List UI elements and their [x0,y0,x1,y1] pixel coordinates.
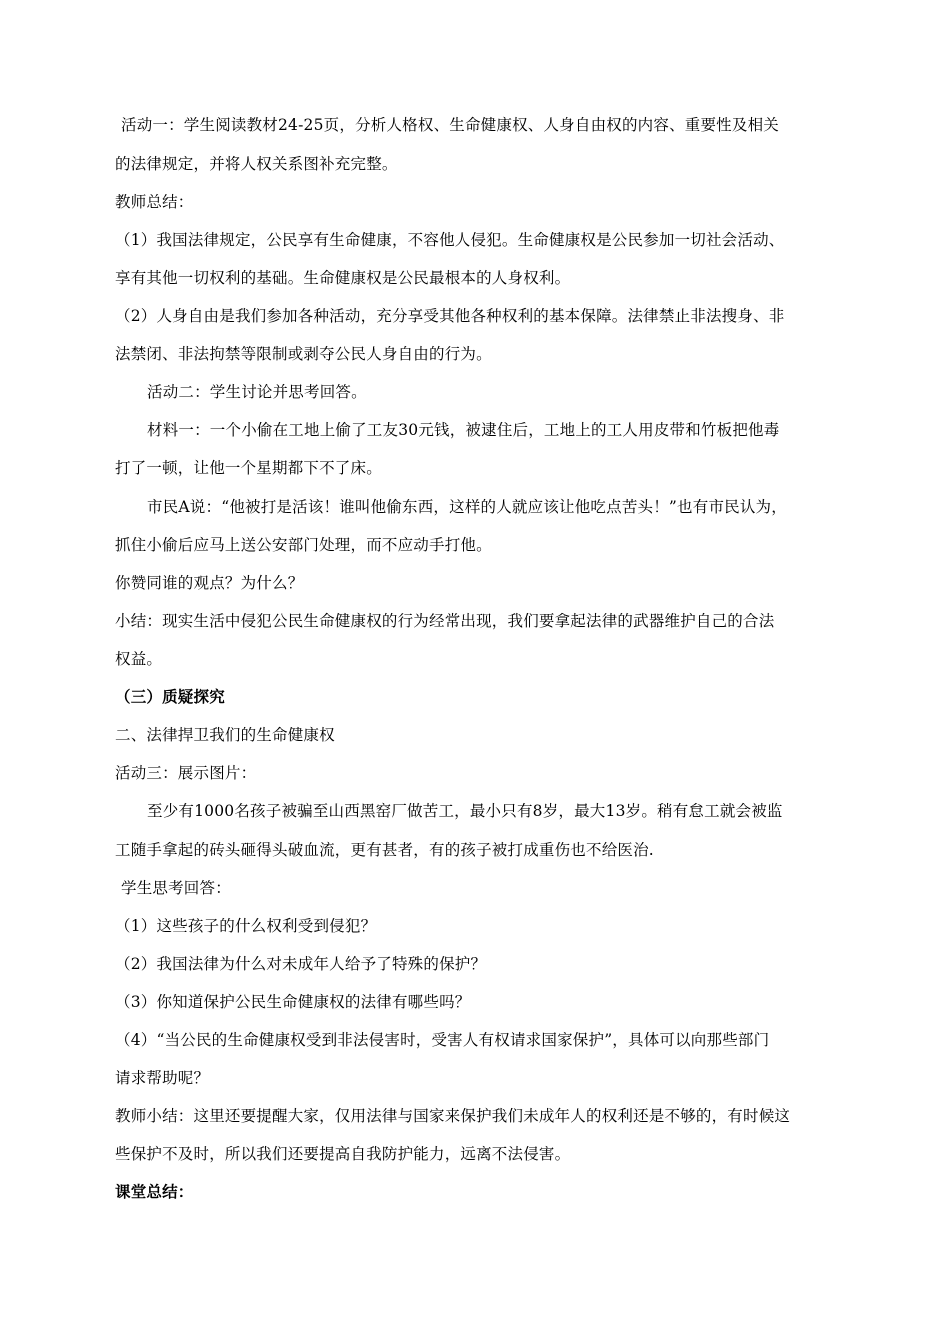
section-heading-law-protects: 二、法律捍卫我们的生命健康权 [115,726,335,744]
case-line-1: 至少有1000名孩子被骗至山西黑窑厂做苦工，最小只有8岁，最大13岁。稍有怠工就会被监 [147,802,783,820]
question-2: （2）我国法律为什么对未成年人给予了特殊的保护？ [115,955,487,973]
student-answer-heading: 学生思考回答： [121,879,231,897]
teacher-brief-summary-line-1: 教师小结：这里还要提醒大家，仅用法律与国家来保护我们未成年人的权利还是不够的，有时候这 [115,1107,791,1125]
material-one-line-1: 材料一：一个小偷在工地上偷了工友30元钱，被逮住后，工地上的工人用皮带和竹板把他毒 [147,421,780,439]
teacher-brief-summary-line-2: 些保护不及时，所以我们还要提高自我防护能力，远离不法侵害。 [115,1145,571,1163]
summary-point-2-line-1: （2）人身自由是我们参加各种活动，充分享受其他各种权利的基本保障。法律禁止非法搜身、非 [115,307,785,325]
class-summary-heading: 课堂总结： [115,1182,194,1201]
brief-summary-line-1: 小结：现实生活中侵犯公民生命健康权的行为经常出现，我们要拿起法律的武器维护自己的合法 [115,612,775,630]
question-3: （3）你知道保护公民生命健康权的法律有哪些吗？ [115,993,471,1011]
citizen-opinion-line-1: 市民A说：“他被打是活该！谁叫他偷东西，这样的人就应该让他吃点苦头！”也有市民认为， [147,498,787,516]
case-line-2: 工随手拿起的砖头砸得头破血流，更有甚者，有的孩子被打成重伤也不给医治. [115,841,654,859]
summary-point-1-line-2: 享有其他一切权利的基础。生命健康权是公民最根本的人身权利。 [115,269,571,287]
question-1: （1）这些孩子的什么权利受到侵犯？ [115,917,377,935]
activity-two-line: 活动二：学生讨论并思考回答。 [147,383,367,401]
citizen-opinion-line-2: 抓住小偷后应马上送公安部门处理，而不应动手打他。 [115,536,492,554]
teacher-summary-heading: 教师总结： [115,193,194,211]
activity-one-line-2: 的法律规定，并将人权关系图补充完整。 [115,155,398,173]
question-4-line-2: 请求帮助呢？ [115,1069,210,1087]
summary-point-2-line-2: 法禁闭、非法拘禁等限制或剥夺公民人身自由的行为。 [115,345,492,363]
brief-summary-line-2: 权益。 [115,650,163,668]
question-line: 你赞同谁的观点？为什么？ [115,574,304,592]
material-one-line-2: 打了一顿，让他一个星期都下不了床。 [115,459,382,477]
activity-one-line-1: 活动一：学生阅读教材24-25页，分析人格权、生命健康权、人身自由权的内容、重要性及相关 [121,116,779,134]
question-4-line-1: （4）“当公民的生命健康权受到非法侵害时，受害人有权请求国家保护”，具体可以向那些部门 [115,1031,770,1049]
section-heading-inquiry: （三）质疑探究 [115,687,225,706]
activity-three-line: 活动三：展示图片： [115,764,257,782]
summary-point-1-line-1: （1）我国法律规定，公民享有生命健康，不容他人侵犯。生命健康权是公民参加一切社会活动、 [115,231,785,249]
